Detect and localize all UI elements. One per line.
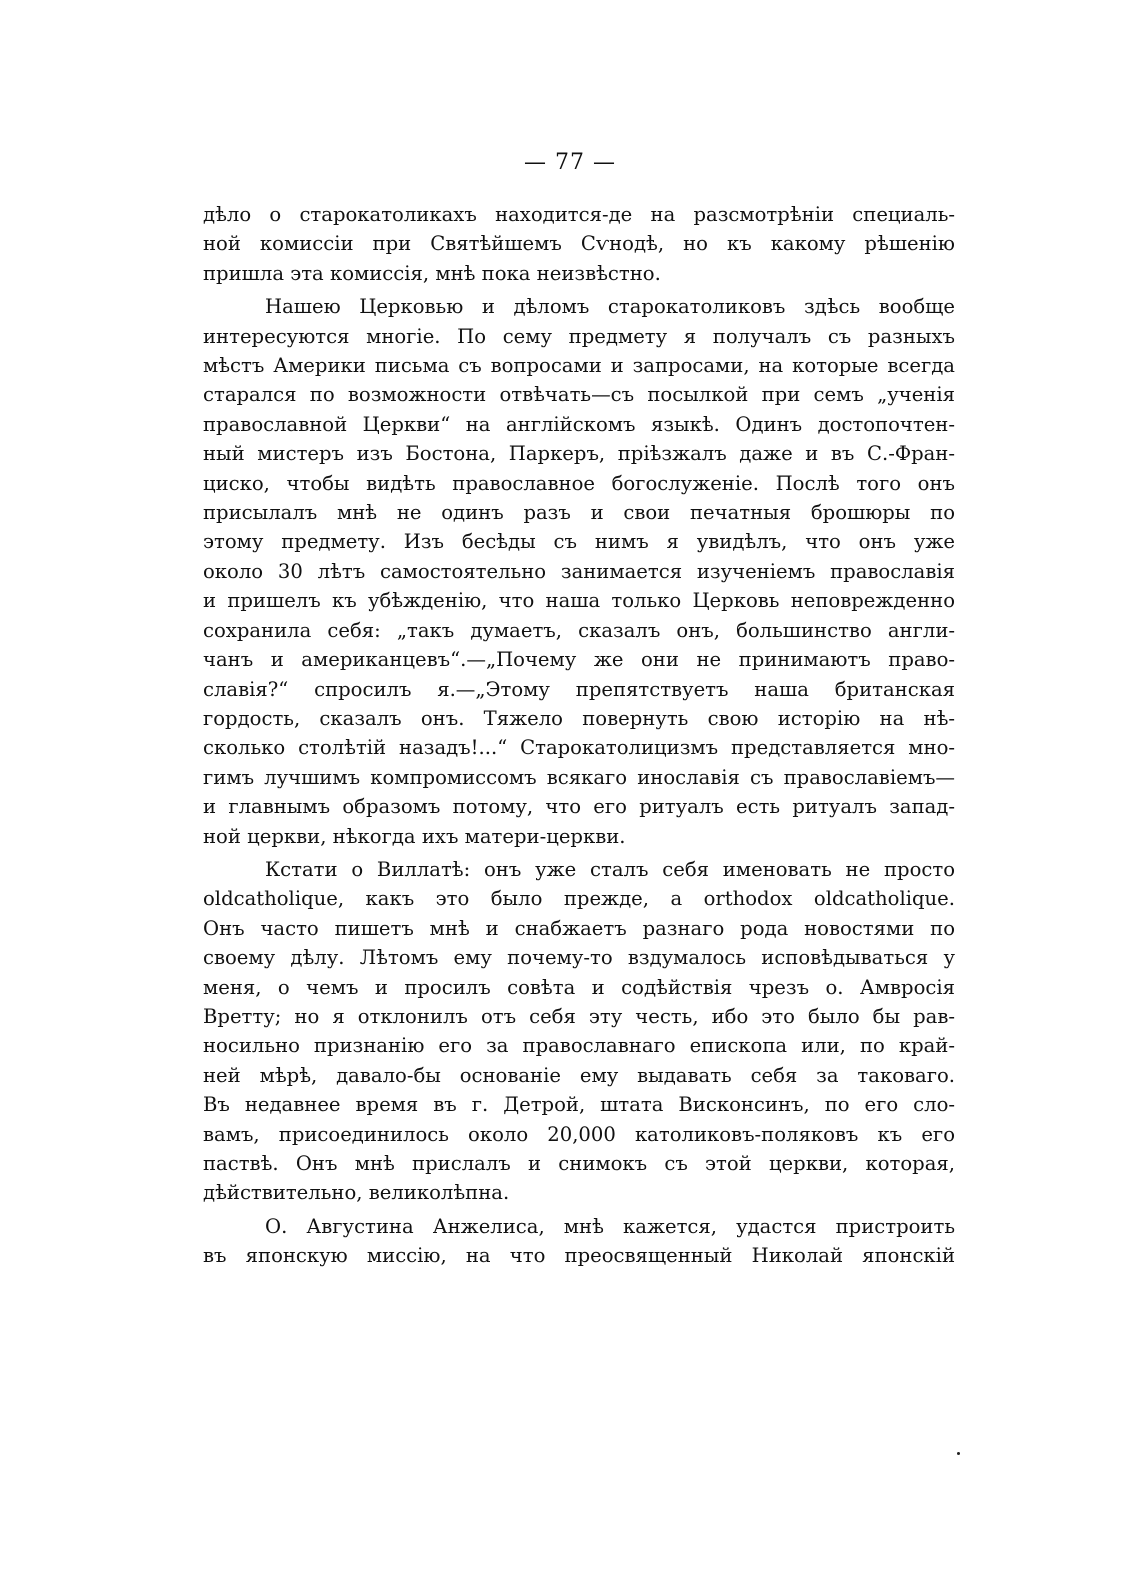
text-line: дѣйствительно, великолѣпна. bbox=[203, 1181, 510, 1205]
paragraph-2 bbox=[203, 292, 955, 851]
paragraph-3 bbox=[203, 855, 955, 1208]
text-line: Въ недавнее время въ г. Детрой, штата Висконсинъ, по его сло- bbox=[203, 1093, 955, 1117]
text-line: циско, чтобы видѣть православное богослуженіе. Послѣ того онъ bbox=[203, 471, 955, 495]
text-line: и пришелъ къ убѣжденію, что наша только Церковь неповрежденно bbox=[203, 589, 955, 613]
text-line: мѣстъ Америки письма съ вопросами и запросами, на которые всегда bbox=[203, 354, 955, 378]
text-line: славія?“ спросилъ я.—„Этому препятствуетъ наша британская bbox=[203, 677, 955, 701]
text-line: гимъ лучшимъ компромиссомъ всякаго инославія съ православіемъ— bbox=[203, 765, 955, 789]
text-line: чанъ и американцевъ“.—„Почему же они не принимаютъ право- bbox=[203, 648, 955, 672]
page-number: — 77 — bbox=[524, 150, 616, 175]
text-line: Онъ часто пишетъ мнѣ и снабжаетъ разнаго рода новостями по bbox=[203, 916, 955, 940]
text-line: сохранила себя: „такъ думаетъ, сказалъ онъ, большинство англи- bbox=[203, 618, 955, 642]
text-line: носильно признанію его за православнаго епископа или, по край- bbox=[203, 1034, 955, 1058]
text-line: гордость, сказалъ онъ. Тяжело повернуть свою исторію на нѣ- bbox=[203, 706, 955, 730]
text-line: интересуются многіе. По сему предмету я получалъ съ разныхъ bbox=[203, 324, 955, 348]
text-line: присылалъ мнѣ не одинъ разъ и свои печатныя брошюры по bbox=[203, 501, 955, 525]
paragraph-1 bbox=[203, 200, 955, 288]
text-line: oldcatholique, какъ это было прежде, а orthodox oldcatholique. bbox=[203, 887, 955, 911]
text-line: ной комиссіи при Святѣйшемъ Сѵнодѣ, но къ какому рѣшенію bbox=[203, 232, 955, 256]
text-line: пришла эта комиссія, мнѣ пока неизвѣстно. bbox=[203, 261, 661, 285]
text-line: паствѣ. Онъ мнѣ прислалъ и снимокъ съ этой церкви, которая, bbox=[203, 1152, 955, 1175]
text-line: вамъ, присоединилось около 20,000 католиковъ-поляковъ къ его bbox=[203, 1122, 955, 1146]
body-text bbox=[203, 200, 955, 1271]
paragraph-4 bbox=[203, 1212, 955, 1271]
text-line: ный мистеръ изъ Бостона, Паркеръ, пріѣзжалъ даже и въ С.-Фран- bbox=[203, 442, 955, 466]
text-line: и главнымъ образомъ потому, что его ритуалъ есть ритуалъ запад- bbox=[203, 795, 955, 819]
text-line: меня, о чемъ и просилъ совѣта и содѣйствія чрезъ о. Амвросія bbox=[203, 975, 955, 999]
print-speck bbox=[957, 1452, 960, 1455]
text-line: Нашею Церковью и дѣломъ старокатоликовъ здѣсь вообще bbox=[265, 295, 955, 319]
text-line: сколько столѣтій назадъ!...“ Старокатолицизмъ представляется мно- bbox=[203, 736, 955, 760]
text-line: своему дѣлу. Лѣтомъ ему почему-то вздумалось исповѣдываться у bbox=[203, 946, 955, 970]
text-line: около 30 лѣтъ самостоятельно занимается изученіемъ православія bbox=[203, 559, 955, 583]
text-line: О. Августина Анжелиса, мнѣ кажется, удастся пристроить bbox=[265, 1214, 955, 1238]
text-line: Кстати о Виллатѣ: онъ уже сталъ себя именовать не просто bbox=[265, 857, 955, 881]
text-line: дѣло о старокатоликахъ находится-де на разсмотрѣніи специаль- bbox=[203, 203, 955, 226]
text-line: Вретту; но я отклонилъ отъ себя эту честь, ибо это было бы рав- bbox=[203, 1004, 955, 1028]
text-line: старался по возможности отвѣчать—съ посылкой при семъ „ученія bbox=[203, 383, 955, 407]
text-line: ней мѣрѣ, давало-бы основаніе ему выдавать себя за таковаго. bbox=[203, 1063, 955, 1087]
text-line: ной церкви, нѣкогда ихъ матери-церкви. bbox=[203, 824, 626, 848]
text-line: православной Церкви“ на англійскомъ языкѣ. Одинъ достопочтен- bbox=[203, 412, 955, 436]
text-line: въ японскую миссію, на что преосвященный Николай японскій bbox=[203, 1244, 955, 1268]
text-line: этому предмету. Изъ бесѣды съ нимъ я увидѣлъ, что онъ уже bbox=[203, 530, 955, 554]
